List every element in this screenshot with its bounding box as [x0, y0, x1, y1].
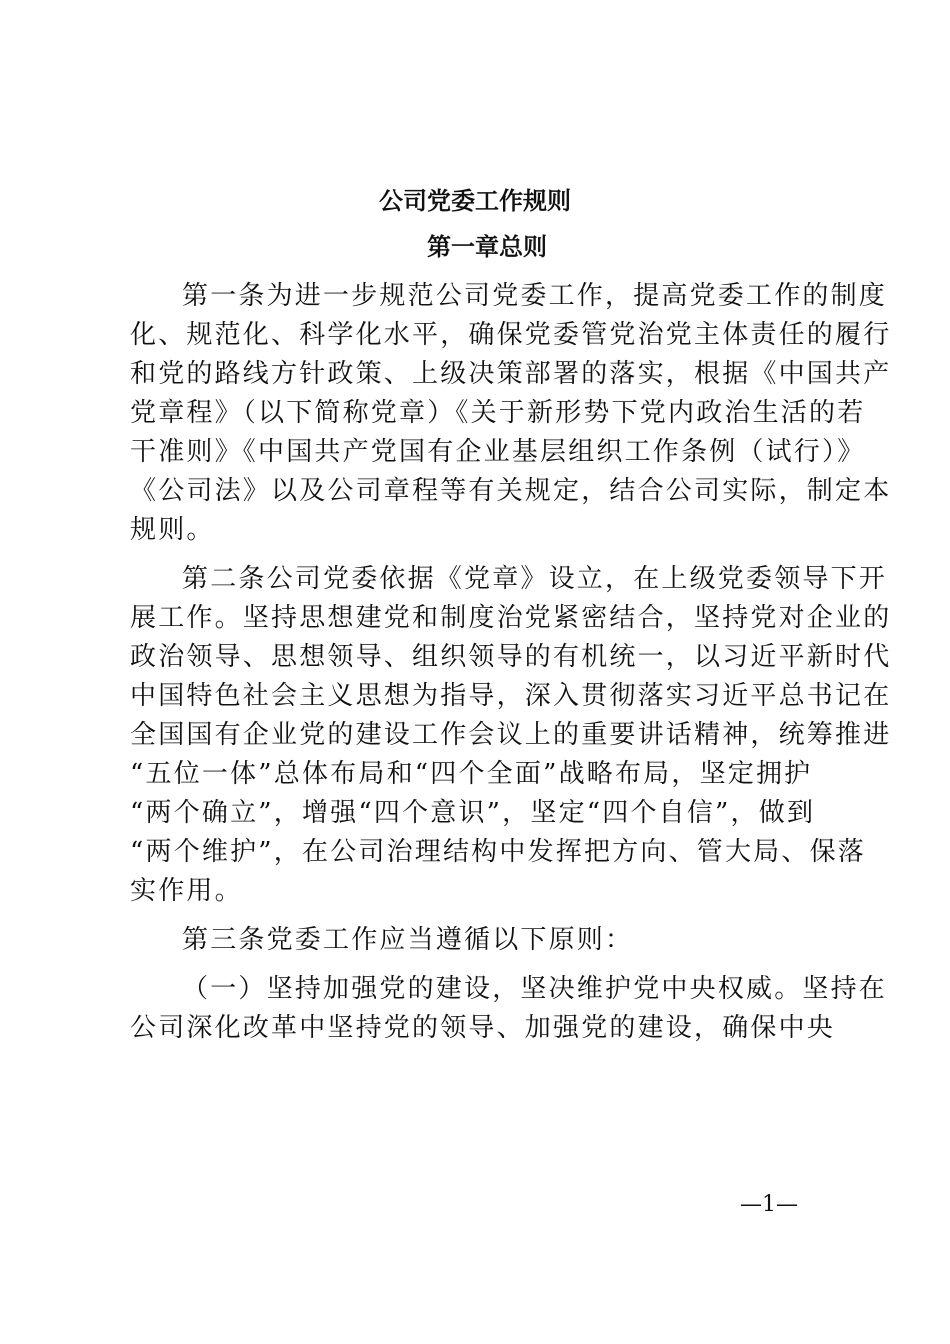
text-line: 公司深化改革中坚持党的领导、加强党的建设，确保中央 [130, 1013, 836, 1043]
text-line: 第一条为进一步规范公司党委工作，提高党委工作的制度 [182, 281, 888, 311]
text-line: 实作用。 [130, 876, 243, 906]
text-line: 和党的路线方针政策、上级决策部署的落实，根据《中国共产 [130, 359, 892, 389]
text-line: 全国国有企业党的建设工作会议上的重要讲话精神，统筹推进 [130, 720, 892, 750]
paragraph-principle-1 [130, 970, 888, 1048]
text-line: “两个确立”，增强“四个意识”，坚定“四个自信”，做到 [130, 798, 816, 828]
text-line: 政治领导、思想领导、组织领导的有机统一，以习近平新时代 [130, 642, 892, 672]
text-line: 中国特色社会主义思想为指导，深入贯彻落实习近平总书记在 [130, 681, 892, 711]
paragraph-article-3 [130, 921, 820, 960]
paragraph-article-1 [130, 277, 892, 550]
document-body [130, 277, 892, 1048]
text-line: “两个维护”，在公司治理结构中发挥把方向、管大局、保落 [130, 837, 866, 867]
text-line: 第三条党委工作应当遵循以下原则： [182, 925, 634, 955]
paragraph-gap [130, 960, 820, 970]
text-line: （一）坚持加强党的建设，坚决维护党中央权威。坚持在 [182, 974, 888, 1004]
text-line: 第二条公司党委依据《党章》设立，在上级党委领导下开 [182, 564, 888, 594]
text-line: 《公司法》以及公司章程等有关规定，结合公司实际，制定本 [130, 476, 892, 506]
text-line: 展工作。坚持思想建党和制度治党紧密结合，坚持党对企业的 [130, 603, 892, 633]
paragraph-gap [130, 911, 820, 921]
document-title: 公司党委工作规则 [379, 186, 571, 215]
paragraph-article-2 [130, 560, 892, 911]
text-line: 干准则》《中国共产党国有企业基层组织工作条例（试行）》 [130, 437, 866, 467]
paragraph-gap [130, 550, 820, 560]
text-line: 党章程》（以下简称党章）《关于新形势下党内政治生活的若 [130, 398, 866, 428]
chapter-heading: 第一章总则 [427, 232, 547, 261]
text-line: 化、规范化、科学化水平，确保党委管党治党主体责任的履行 [130, 320, 892, 350]
text-line: 规则。 [130, 515, 215, 545]
text-line: “五位一体”总体布局和“四个全面”战略布局，坚定拥护 [130, 759, 813, 789]
page-number: —1— [740, 1192, 798, 1217]
